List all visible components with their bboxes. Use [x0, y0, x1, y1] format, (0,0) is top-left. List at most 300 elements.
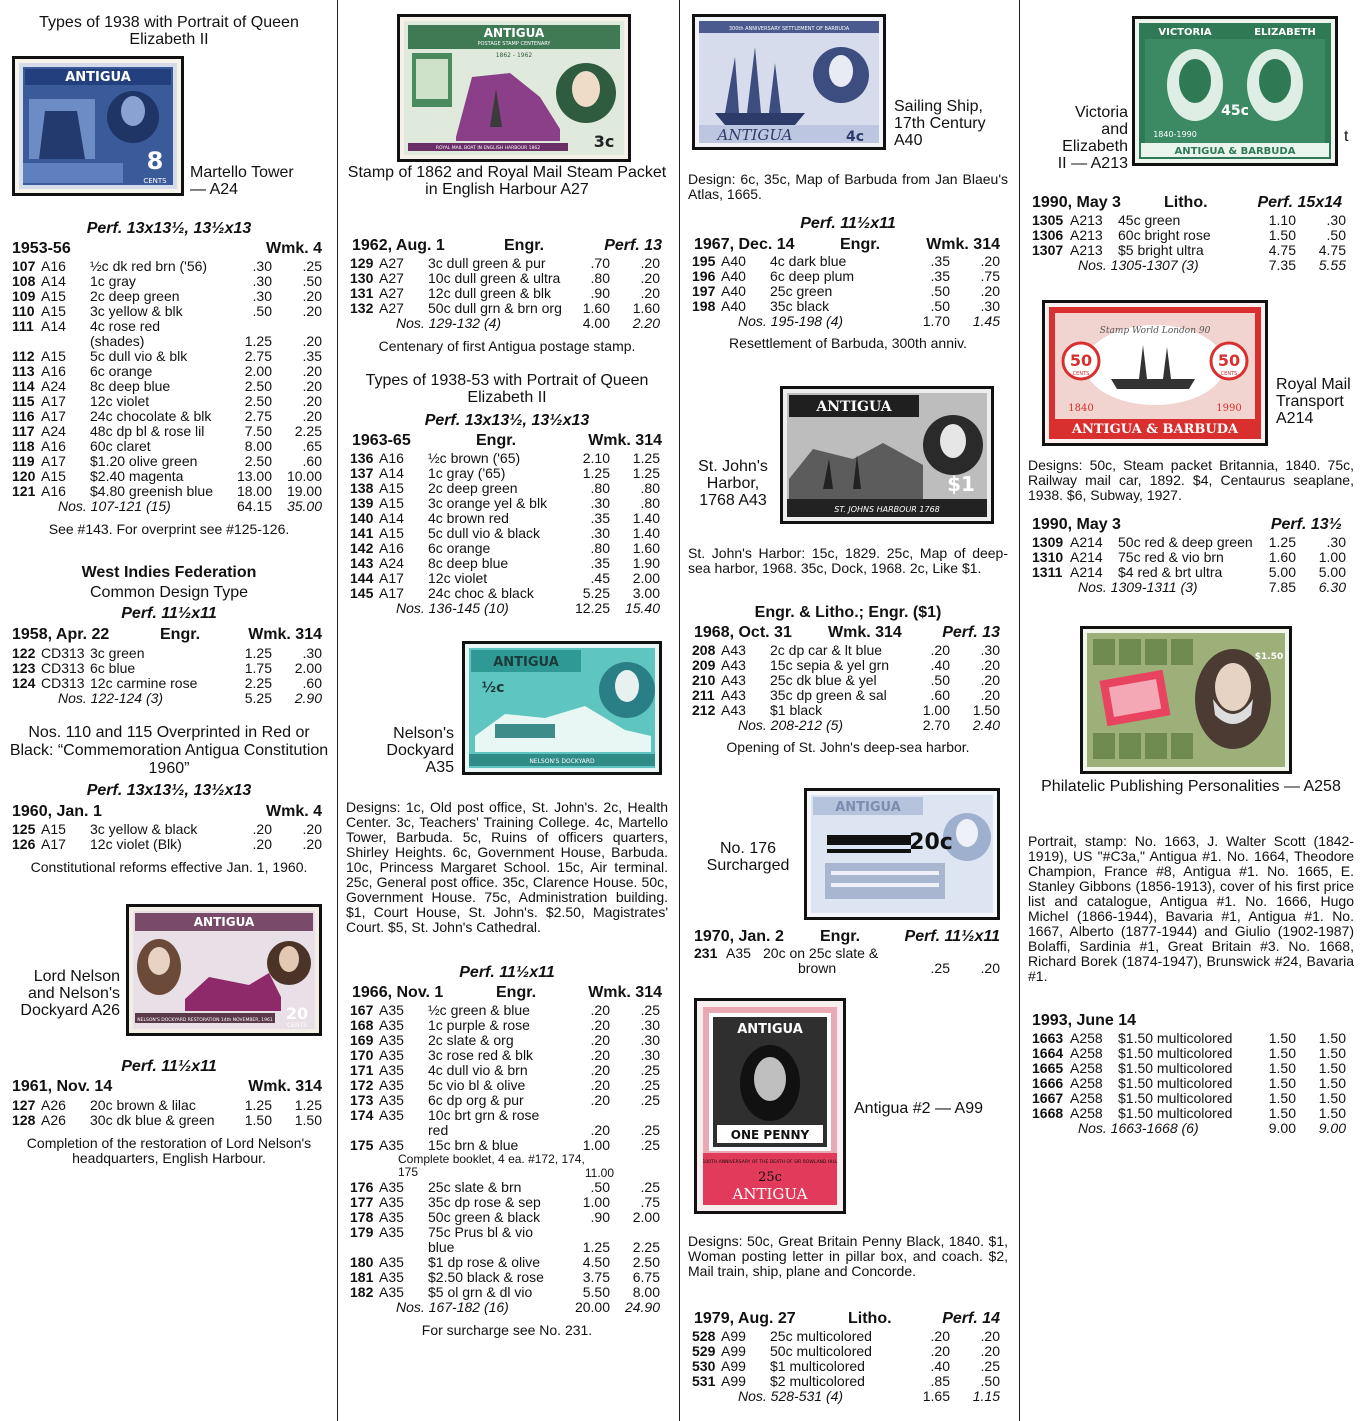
price-used: .25 — [640, 1062, 660, 1078]
type-code: CD313 — [41, 660, 85, 676]
price-unused: .35 — [930, 268, 950, 284]
perforation: Perf. 13½ — [1270, 516, 1342, 533]
price-unused: .80 — [590, 270, 610, 286]
type-code: A214 — [1070, 534, 1103, 550]
price-used: 1.50 — [1318, 1030, 1346, 1046]
perforation: Perf. 11½x11 — [121, 1058, 217, 1075]
listing-rows — [8, 259, 330, 499]
price-used: .65 — [302, 438, 322, 454]
price-unused: 1.25 — [244, 1097, 272, 1113]
catalog-number: 125 — [12, 821, 36, 837]
listing-row — [8, 379, 330, 394]
price-used: .30 — [1326, 212, 1346, 228]
column-divider — [337, 0, 338, 1421]
issue-header — [8, 626, 330, 644]
price-unused: .20 — [590, 1092, 610, 1108]
stamp-country: ANTIGUA & BARBUDA — [1174, 146, 1296, 157]
catalog-number: 181 — [350, 1269, 374, 1285]
type-code: A16 — [41, 258, 66, 274]
listing-row — [346, 1210, 668, 1225]
catalog-number: 129 — [350, 255, 374, 271]
listing-rows — [346, 451, 668, 601]
price-used: .20 — [640, 270, 660, 286]
listing-row — [1028, 1061, 1354, 1076]
price-used: 1.25 — [294, 1097, 322, 1113]
price-unused: 2.50 — [244, 378, 272, 394]
listing-row — [688, 1344, 1008, 1359]
description: 4c rose red — [90, 318, 161, 334]
listing-row — [688, 1374, 1008, 1389]
price-unused: .30 — [252, 288, 272, 304]
listing-row — [1028, 535, 1354, 550]
price-unused: 2.10 — [582, 450, 610, 466]
note: Constitutional reforms effective Jan. 1, 1960. — [30, 859, 308, 875]
price-used: 15.40 — [624, 600, 660, 616]
engraving: Engr. — [476, 432, 517, 449]
type-code: A35 — [379, 1062, 404, 1078]
catalog-number: 138 — [350, 480, 374, 496]
catalog-number: 196 — [692, 268, 716, 284]
engraving: Engr. — [840, 236, 881, 253]
set-total-row — [346, 601, 668, 616]
price-unused: .50 — [252, 303, 272, 319]
stamp-top-text: Stamp World London 90 — [1099, 326, 1211, 336]
issue-year: 1968, Oct. 31 — [694, 624, 792, 641]
catalog-number: 145 — [350, 585, 374, 601]
description: 35c black — [770, 298, 830, 314]
description: $1.50 multicolored — [1118, 1075, 1233, 1091]
listing-row — [346, 286, 668, 301]
perforation: Perf. 11½x11 — [121, 605, 217, 622]
price-used: .25 — [980, 1358, 1000, 1374]
type-code: A99 — [721, 1343, 746, 1359]
description: $2.50 black & rose — [428, 1269, 544, 1285]
watermark: Wmk. 314 — [828, 624, 902, 641]
price-unused: 12.25 — [574, 600, 610, 616]
stamp-image-a27 — [397, 14, 631, 162]
listing-row — [346, 1003, 668, 1018]
price-used: 1.50 — [1318, 1060, 1346, 1076]
description: 25c dk blue & yel — [770, 672, 877, 688]
set-total-label: Nos. 1663-1668 (6) — [1078, 1120, 1199, 1136]
price-used: .60 — [302, 675, 322, 691]
description: 5c vio bl & olive — [428, 1077, 526, 1093]
price-unused: 5.00 — [1268, 564, 1296, 580]
stamp-caption: Lord Nelson and Nelson's Dockyard A26 — [20, 968, 120, 1019]
price-unused: .20 — [590, 1002, 610, 1018]
description: 4c dull vio & brn — [428, 1062, 528, 1078]
listing-row — [346, 1180, 668, 1195]
description: 3c rose red & blk — [428, 1047, 534, 1063]
type-code: A35 — [379, 1284, 404, 1300]
type-code: A35 — [379, 1047, 404, 1063]
catalog-number: 1306 — [1032, 227, 1064, 243]
type-code: A258 — [1070, 1075, 1103, 1091]
price-unused: 1.25 — [582, 465, 610, 481]
description: $4 red & brt ultra — [1118, 564, 1223, 580]
type-code: A17 — [41, 393, 66, 409]
listing-row — [8, 822, 330, 837]
set-total-row — [688, 314, 1008, 329]
set-total-row — [688, 718, 1008, 733]
price-unused: .30 — [252, 258, 272, 274]
issue-year: 1960, Jan. 1 — [12, 803, 102, 820]
price-used: 1.50 — [1318, 1075, 1346, 1091]
price-used: .25 — [640, 1179, 660, 1195]
listing-row — [8, 394, 330, 409]
description: $5 bright ultra — [1118, 242, 1204, 258]
listing-row — [346, 1255, 668, 1270]
type-code: CD313 — [41, 645, 85, 661]
price-used: .20 — [302, 408, 322, 424]
catalog-number: 130 — [350, 270, 374, 286]
listing-row — [1028, 1031, 1354, 1046]
price-unused: .20 — [930, 1328, 950, 1344]
type-code: A35 — [379, 1032, 404, 1048]
description: $1.50 multicolored — [1118, 1045, 1233, 1061]
designs-note: Designs: 50c, Great Britain Penny Black, 1840. $1, Woman posting letter in pillar box, and coach. $2, Mail train, ship, plane and Concorde. — [688, 1233, 1008, 1279]
booklet-note: Complete booklet, 4 ea. #172, 174, 175 — [398, 1152, 585, 1179]
issue-header — [346, 984, 668, 1002]
perforation: Perf. 13 — [604, 237, 662, 254]
stamp-value: 20 — [285, 1004, 309, 1023]
catalog-number: 1664 — [1032, 1045, 1064, 1061]
price-unused: 9.00 — [1268, 1120, 1296, 1136]
description: 50c red & deep green — [1118, 534, 1253, 550]
listing-row — [8, 646, 330, 661]
listing-row — [688, 643, 1008, 658]
type-code: A24 — [41, 378, 66, 394]
stamp-text-right: ELIZABETH — [1254, 27, 1316, 38]
price-unused: .40 — [930, 657, 950, 673]
stamp-text-left: VICTORIA — [1158, 27, 1212, 38]
listing-row — [8, 259, 330, 274]
perforation: Perf. 11½x11 — [904, 928, 1000, 945]
listing-row — [8, 424, 330, 439]
listing-row — [688, 1329, 1008, 1344]
listing-total — [1028, 258, 1354, 273]
listing-row — [346, 256, 668, 271]
description: 45c green — [1118, 212, 1181, 228]
stamp-caption: Nelson's Dockyard A35 — [386, 725, 454, 776]
price-used: .25 — [640, 1092, 660, 1108]
price-unused: .80 — [590, 480, 610, 496]
description: 8c deep blue — [90, 378, 171, 394]
catalog-number: 121 — [12, 483, 36, 499]
listing-row — [8, 319, 330, 334]
listing-row — [688, 688, 1008, 703]
column-divider — [1019, 0, 1020, 1421]
price-unused: 1.75 — [244, 660, 272, 676]
type-code: A35 — [379, 1092, 404, 1108]
price-used: 2.25 — [632, 1239, 660, 1255]
stamp-cents: CENTS — [143, 177, 167, 185]
listing-row — [8, 1113, 330, 1128]
watermark: Wmk. 314 — [588, 432, 662, 449]
type-code: A27 — [379, 285, 404, 301]
catalog-number: 531 — [692, 1373, 716, 1389]
stamp-image-a35 — [462, 641, 662, 775]
price-used: .60 — [302, 453, 322, 469]
price-used: 1.00 — [1318, 549, 1346, 565]
type-code: A43 — [721, 687, 746, 703]
price-unused: .70 — [590, 255, 610, 271]
type-code: A35 — [379, 1194, 404, 1210]
issue-header — [8, 803, 330, 821]
description: 3c yellow & black — [90, 821, 198, 837]
issue-year: 1962, Aug. 1 — [352, 237, 445, 254]
type-code: A40 — [721, 268, 746, 284]
price-used: 24.90 — [624, 1299, 660, 1315]
stamp-image-a99 — [694, 998, 846, 1214]
price-unused: 7.50 — [244, 423, 272, 439]
column-divider — [679, 0, 680, 1421]
stamp-image-a258 — [1080, 626, 1292, 774]
price-unused: 1.00 — [582, 1194, 610, 1210]
price-unused: 2.50 — [244, 453, 272, 469]
section-subtitle: Common Design Type — [90, 584, 248, 601]
listing-row — [346, 1093, 668, 1108]
price-unused: 5.25 — [244, 690, 272, 706]
listing-row — [688, 658, 1008, 673]
price-used: .20 — [302, 333, 322, 349]
type-code: A35 — [379, 1254, 404, 1270]
stamp-value: 45c — [1221, 103, 1249, 119]
price-used: .80 — [640, 495, 660, 511]
type-code: A213 — [1070, 212, 1103, 228]
listing-row — [688, 299, 1008, 314]
description: $2.40 magenta — [90, 468, 184, 484]
listing-total — [346, 601, 668, 616]
listing-row — [346, 1240, 668, 1255]
listing-rows — [8, 1098, 330, 1128]
catalog-number: 1666 — [1032, 1075, 1064, 1091]
type-code: A16 — [41, 363, 66, 379]
listing-rows — [688, 643, 1008, 718]
set-total-row — [1028, 1121, 1354, 1136]
description: brown — [798, 960, 837, 976]
type-code: A99 — [721, 1373, 746, 1389]
catalog-number: 175 — [350, 1137, 374, 1153]
stamp-value: 3c — [593, 132, 615, 151]
stamp-value: $1.50 — [1254, 652, 1284, 662]
price-unused: 1.10 — [1268, 212, 1296, 228]
watermark: Wmk. 314 — [926, 236, 1000, 253]
catalog-number: 110 — [12, 303, 35, 319]
watermark: Wmk. 4 — [265, 803, 322, 820]
edge-text: t — [1344, 128, 1349, 145]
price-used: 1.50 — [1318, 1090, 1346, 1106]
catalog-number: 174 — [350, 1107, 374, 1123]
listing-row — [1028, 1076, 1354, 1091]
overprint-note: Nos. 110 and 115 Overprinted in Red or Black: “Commemoration Antigua Constitution 1960” — [9, 724, 329, 777]
price-unused: .40 — [930, 1358, 950, 1374]
section-title: Types of 1938 with Portrait of Queen Elizabeth II — [39, 14, 299, 48]
price-used: .20 — [302, 836, 322, 852]
listing-total — [688, 718, 1008, 733]
type-code: A258 — [1070, 1060, 1103, 1076]
type-code: A35 — [379, 1179, 404, 1195]
listing-total — [346, 1300, 668, 1315]
description: 2c deep green — [428, 480, 518, 496]
watermark: Wmk. 314 — [588, 984, 662, 1001]
price-used: 1.90 — [632, 555, 660, 571]
catalog-number: 112 — [12, 348, 35, 364]
price-unused: .50 — [930, 672, 950, 688]
price-unused: .50 — [930, 298, 950, 314]
catalog-number: 211 — [692, 687, 715, 703]
description: (shades) — [90, 333, 145, 349]
catalog-number: 167 — [350, 1002, 374, 1018]
type-code: A35 — [379, 1209, 404, 1225]
catalog-number: 180 — [350, 1254, 374, 1270]
listing-row — [346, 1270, 668, 1285]
description: 60c bright rose — [1118, 227, 1211, 243]
listing-rows — [688, 1329, 1008, 1389]
type-code: A17 — [41, 836, 66, 852]
price-unused: 18.00 — [236, 483, 272, 499]
price-used: 2.00 — [632, 570, 660, 586]
description: 4c dark blue — [770, 253, 847, 269]
price-used: 1.60 — [632, 540, 660, 556]
set-total-row — [346, 316, 668, 331]
listing-rows — [346, 256, 668, 316]
issue-year: 1967, Dec. 14 — [694, 236, 795, 253]
listing-rows — [1028, 1031, 1354, 1121]
price-unused: 5.25 — [582, 585, 610, 601]
type-code: A17 — [379, 570, 404, 586]
printing-method: Litho. — [848, 1310, 892, 1327]
description: ½c dk red brn ('56) — [90, 258, 208, 274]
type-code: A35 — [379, 1107, 404, 1123]
issue-year: 1953-56 — [12, 240, 71, 257]
listing-row — [688, 703, 1008, 718]
engraving: Engr. — [820, 928, 861, 945]
type-code: A15 — [41, 303, 66, 319]
type-code: A258 — [1070, 1045, 1103, 1061]
set-total-label: Nos. 136-145 (10) — [396, 600, 509, 616]
listing-row — [346, 1123, 668, 1138]
listing-row — [1028, 1106, 1354, 1121]
listing-row — [8, 454, 330, 469]
listing-row — [346, 1018, 668, 1033]
catalog-number: 141 — [350, 525, 374, 541]
price-unused: 3.75 — [582, 1269, 610, 1285]
stamp-cents: CENTS — [1220, 371, 1238, 377]
listing-row — [688, 284, 1008, 299]
listing-row — [346, 1195, 668, 1210]
price-used: .20 — [980, 687, 1000, 703]
listing-rows — [1028, 213, 1354, 258]
listing-row — [346, 511, 668, 526]
price-unused: .45 — [590, 570, 610, 586]
stamp-value: ½c — [481, 680, 505, 696]
type-code: A17 — [41, 453, 66, 469]
stamp-years: 1840-1990 — [1153, 130, 1197, 139]
type-code: A35 — [379, 1077, 404, 1093]
listing-row — [346, 556, 668, 571]
type-code: A27 — [379, 300, 404, 316]
listing-row — [346, 541, 668, 556]
price-unused: .20 — [930, 642, 950, 658]
description: 3c dull green & pur — [428, 255, 546, 271]
catalog-number: 195 — [692, 253, 716, 269]
price-unused: .30 — [590, 495, 610, 511]
price-used: .25 — [640, 1122, 660, 1138]
description: $1.50 multicolored — [1118, 1060, 1233, 1076]
description: 3c green — [90, 645, 145, 661]
price-unused: 2.25 — [244, 675, 272, 691]
catalog-number: 117 — [12, 423, 35, 439]
catalog-number: 197 — [692, 283, 716, 299]
issue-year: 1966, Nov. 1 — [352, 984, 444, 1001]
issue-header — [8, 1078, 330, 1096]
listing-row — [8, 676, 330, 691]
stamp-cents: CENTS — [1072, 371, 1090, 377]
description: 1c gray — [90, 273, 136, 289]
type-code: A16 — [41, 483, 66, 499]
description: 1c gray ('65) — [428, 465, 506, 481]
listing-rows — [688, 254, 1008, 314]
price-unused: .50 — [590, 1179, 610, 1195]
description: 25c green — [770, 283, 833, 299]
stamp-value: 50 — [1069, 351, 1093, 370]
price-unused: .80 — [590, 540, 610, 556]
description: 6c dp org & pur — [428, 1092, 524, 1108]
stamp-country: ANTIGUA — [835, 800, 901, 815]
issue-header — [1028, 1012, 1354, 1030]
price-unused: .30 — [590, 525, 610, 541]
listing-row — [346, 451, 668, 466]
type-code: A27 — [379, 270, 404, 286]
stamp-country: ANTIGUA — [193, 915, 255, 929]
listing-row — [346, 1285, 668, 1300]
listing-total — [688, 1389, 1008, 1404]
catalog-number: 142 — [350, 540, 374, 556]
issue-header — [8, 240, 330, 258]
price-used: .20 — [980, 960, 1000, 976]
stamp-strip-text: NELSON'S DOCKYARD — [529, 758, 595, 765]
description: 2c dp car & lt blue — [770, 642, 883, 658]
catalog-number: 210 — [692, 672, 716, 688]
description: 3c yellow & blk — [90, 303, 183, 319]
issue-header — [688, 236, 1008, 254]
price-used: .35 — [302, 348, 322, 364]
type-code: A15 — [41, 348, 66, 364]
price-used: .25 — [640, 1002, 660, 1018]
price-used: 5.55 — [1318, 257, 1346, 273]
price-unused: 2.75 — [244, 408, 272, 424]
issue-year: 1961, Nov. 14 — [12, 1078, 113, 1095]
price-unused: 1.65 — [922, 1388, 950, 1404]
description: 12c dull green & blk — [428, 285, 551, 301]
price-unused: .20 — [252, 836, 272, 852]
type-code: A17 — [41, 408, 66, 424]
description: 10c dull green & ultra — [428, 270, 561, 286]
listing-row — [688, 1359, 1008, 1374]
description: 15c brn & blue — [428, 1137, 519, 1153]
stamp-country: ANTIGUA — [717, 126, 793, 144]
listing-rows — [8, 646, 330, 691]
price-used: .20 — [302, 288, 322, 304]
price-used: .20 — [980, 657, 1000, 673]
catalog-number: 116 — [12, 408, 35, 424]
stamp-value: $1 — [947, 472, 975, 496]
description: 12c violet — [90, 393, 150, 409]
stamp-cents: CENTS — [287, 1022, 307, 1029]
price-unused: .20 — [590, 1062, 610, 1078]
price-used: 10.00 — [286, 468, 322, 484]
